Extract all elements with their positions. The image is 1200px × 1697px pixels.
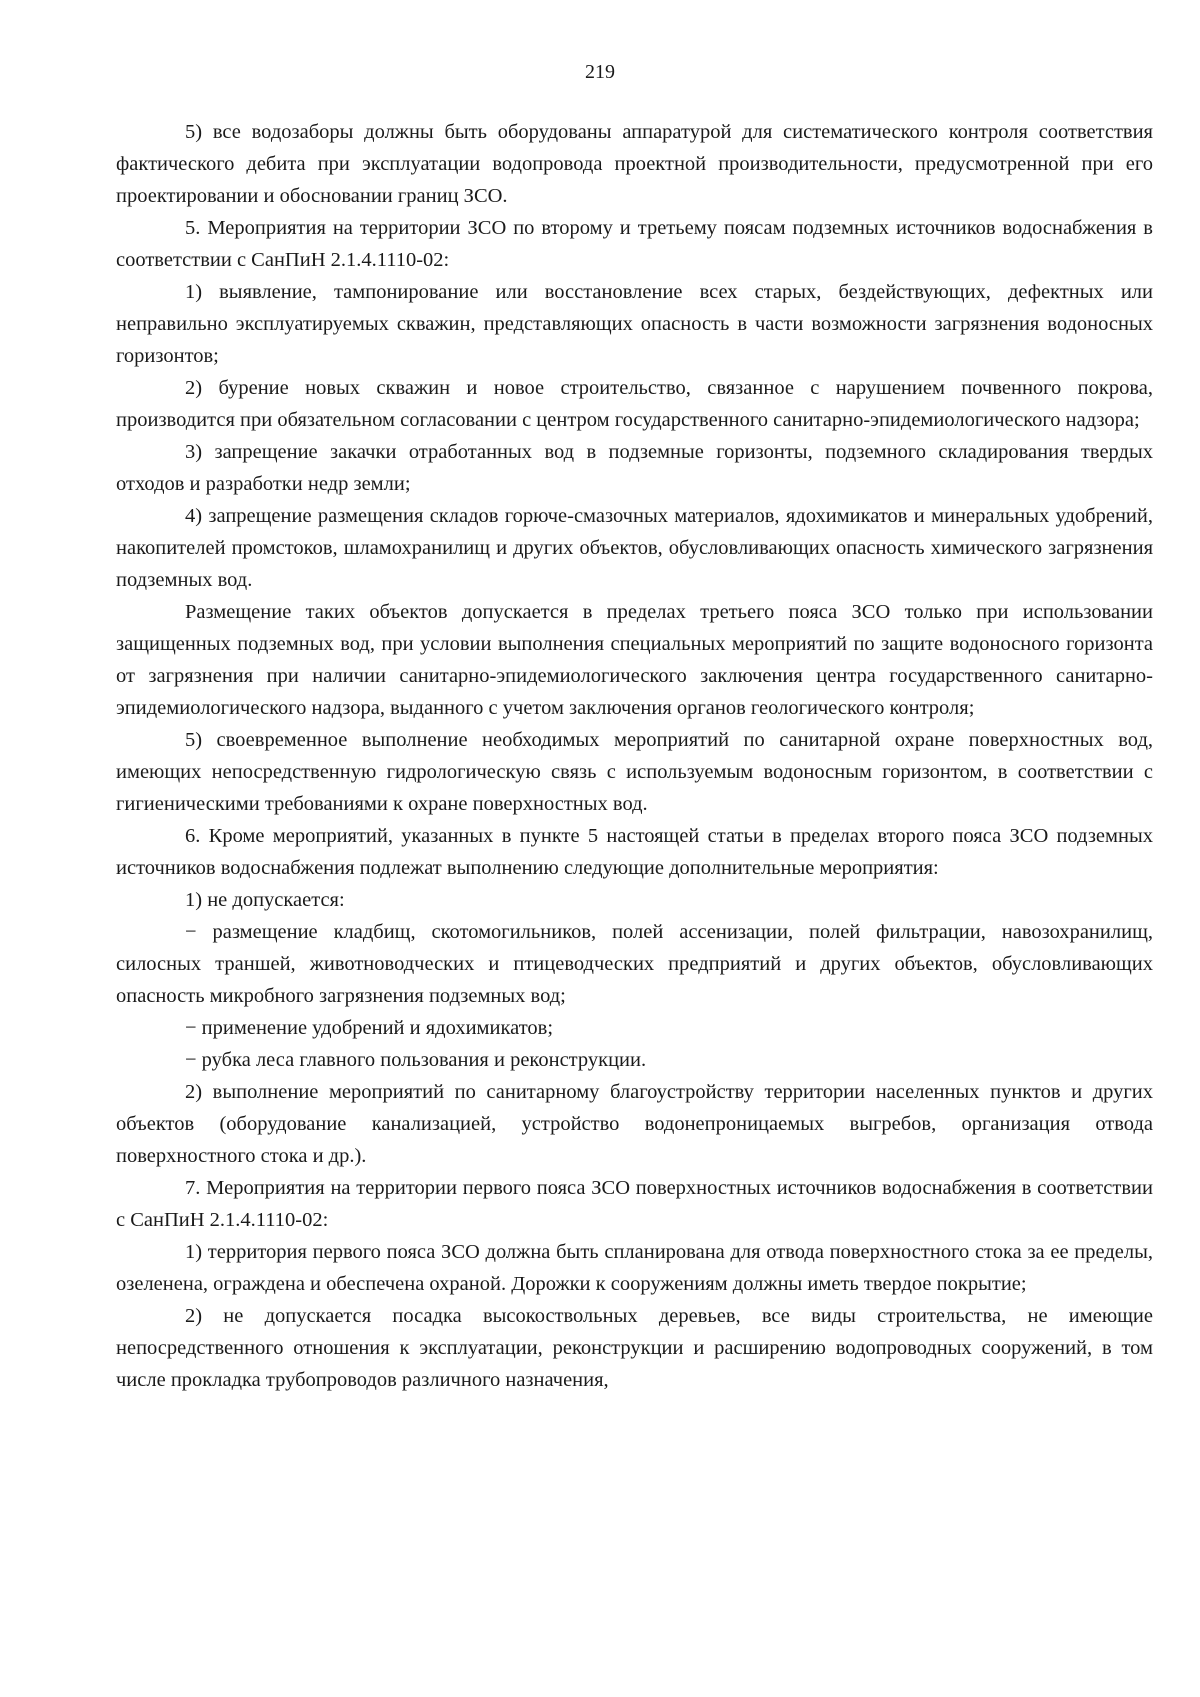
paragraph-5-2-drilling: 2) бурение новых скважин и новое строительство, связанное с нарушением почвенного покрова, производится при обязательном согласовании с центром государственного санитарно-эпидемиологического надзора; [116,377,1153,431]
paragraph-section-7-heading: 7. Мероприятия на территории первого пояса ЗСО поверхностных источников водоснабжения в соответствии с СанПиН 2.1.4.1110-02: [116,1177,1153,1231]
body-text [116,116,1153,1396]
paragraph-6-1-dash-cemeteries: − размещение кладбищ, скотомогильников, полей ассенизации, полей фильтрации, навозохранилищ, силосных траншей, животноводческих и птицеводческих предприятий и других объектов, обусловливающих опасность микробного загрязнения подземных вод; [116,921,1153,1007]
paragraph-5-1-wells: 1) выявление, тампонирование или восстановление всех старых, бездействующих, дефектных или неправильно эксплуатируемых скважин, представляющих опасность в части возможности загрязнения водоносных горизонтов; [116,281,1153,367]
paragraph-5-5-surface-waters: 5) своевременное выполнение необходимых мероприятий по санитарной охране поверхностных вод, имеющих непосредственную гидрологическую связь с используемым водоносным горизонтом, в соответствии с гигиеническими требованиями к охране поверхностных вод. [116,729,1153,815]
paragraph-6-1-dash-logging: − рубка леса главного пользования и реконструкции. [185,1049,647,1071]
paragraph-section-5-heading: 5. Мероприятия на территории ЗСО по второму и третьему поясам подземных источников водоснабжения в соответствии с СанПиН 2.1.4.1110-02: [116,217,1153,271]
paragraph-5-5-flow-monitoring: 5) все водозаборы должны быть оборудованы аппаратурой для систематического контроля соответствия фактического дебита при эксплуатации водопровода проектной производительности, предусмотренной при его проектировании и обосновании границ ЗСО. [116,121,1153,207]
paragraph-5-3-injection-ban: 3) запрещение закачки отработанных вод в подземные горизонты, подземного складирования твердых отходов и разработки недр земли; [116,441,1153,495]
paragraph-6-1-not-allowed: 1) не допускается: [185,889,345,911]
paragraph-section-6-heading: 6. Кроме мероприятий, указанных в пункте 5 настоящей статьи в пределах второго пояса ЗСО подземных источников водоснабжения подлежат выполнению следующие дополнительные мероприятия: [116,825,1153,879]
paragraph-5-4-storage-ban: 4) запрещение размещения складов горюче-смазочных материалов, ядохимикатов и минеральных удобрений, накопителей промстоков, шламохранилищ и других объектов, обусловливающих опасность химического загрязнения подземных вод. [116,505,1153,591]
paragraph-6-1-dash-fertilizers: − применение удобрений и ядохимикатов; [185,1017,554,1039]
paragraph-7-2-not-allowed: 2) не допускается посадка высокоствольных деревьев, все виды строительства, не имеющие непосредственного отношения к эксплуатации, реконструкции и расширению водопроводных сооружений, в том числе прокладка трубопроводов различного назначения, [116,1305,1153,1391]
page-number: 219 [585,61,615,83]
paragraph-placement-conditions: Размещение таких объектов допускается в пределах третьего пояса ЗСО только при использовании защищенных подземных вод, при условии выполнения специальных мероприятий по защите водоносного горизонта от загрязнения при наличии санитарно-эпидемиологического заключения центра государственного санитарно-эпидемиологического надзора, выданного с учетом заключения органов геологического контроля; [116,601,1153,719]
paragraph-7-1-territory: 1) территория первого пояса ЗСО должна быть спланирована для отвода поверхностного стока за ее пределы, озеленена, ограждена и обеспечена охраной. Дорожки к сооружениям должны иметь твердое покрытие; [116,1241,1153,1295]
paragraph-6-2-improvement: 2) выполнение мероприятий по санитарному благоустройству территории населенных пунктов и других объектов (оборудование канализацией, устройство водонепроницаемых выгребов, организация отвода поверхностного стока и др.). [116,1081,1153,1167]
